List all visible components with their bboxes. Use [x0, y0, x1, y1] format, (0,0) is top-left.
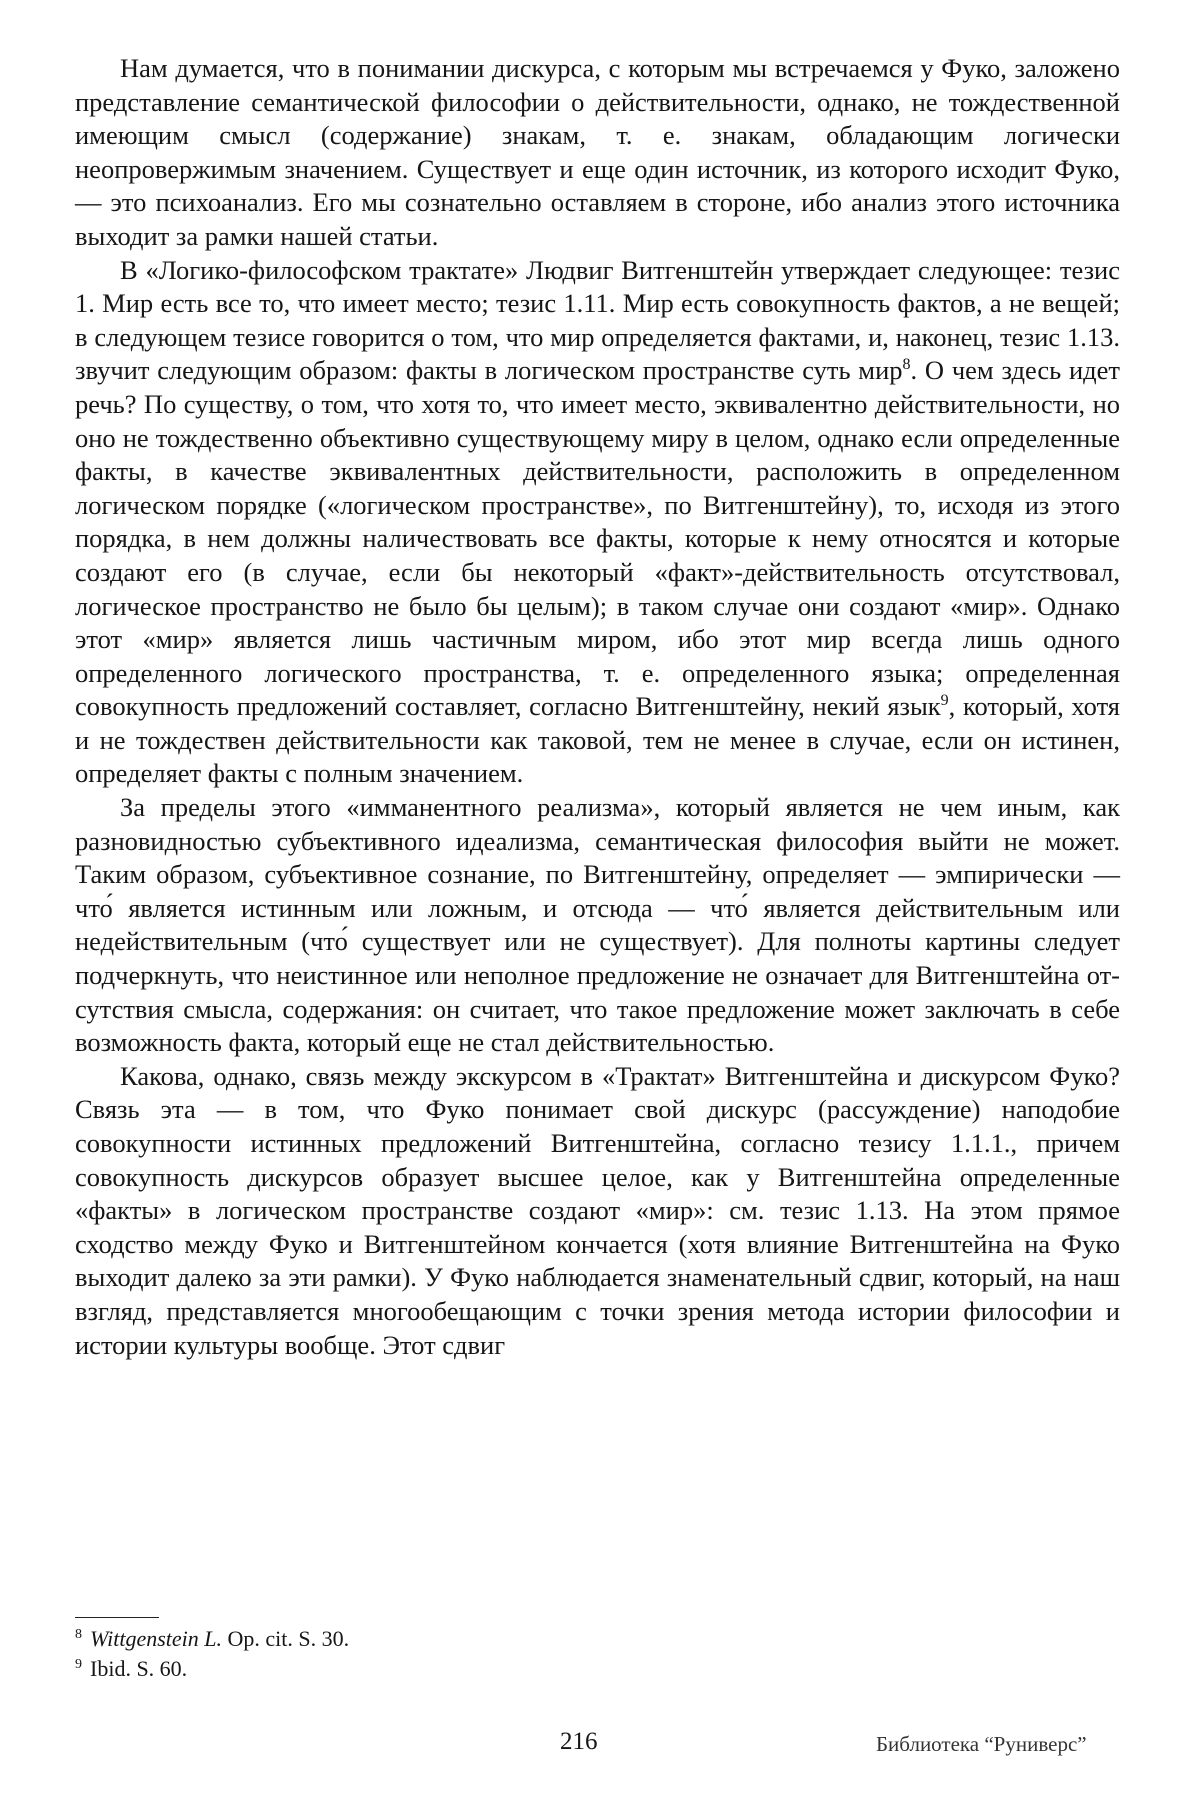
page-body	[75, 52, 1120, 1362]
paragraph-2-text-b: . О чем здесь идет речь? По существу, о том, что хотя то, что имеет место, эквивалентно действительности, но оно не тождественно объективно существующему миру в целом, однако если определенные факты, в качестве эквивалентных действительности, расположить в определенном логическом порядке («логическом пространстве», по Витгенштейну), то, исходя из этого порядка, в нем должны наличествовать все факты, которые к нему относятся и которые создают его (в случае, если бы некоторый «факт»-действительность отсутствовал, логическое пространство не было бы целым); в таком случае они создают «мир». Однако этот «мир» является лишь частичным миром, ибо этот мир всегда лишь одного определенного логического пространства, т. е. определенного языка; определенная совокупность предложений составляет, согласно Витгенштейну, некий язык	[75, 355, 1121, 722]
footnote-divider	[75, 1617, 159, 1618]
footnote-number: 8	[75, 1626, 82, 1642]
paragraph-3	[75, 791, 1120, 1060]
footnote-number: 9	[75, 1656, 82, 1672]
footnote-text: Op. cit. S. 30.	[222, 1626, 350, 1651]
footnote-author: Wittgenstein L.	[90, 1626, 222, 1651]
paragraph-2	[75, 254, 1120, 792]
footnote-text: Ibid. S. 60.	[90, 1656, 188, 1681]
paragraph-4-text: Какова, однако, связь между экскурсом в «Трактат» Витгенштейна и дискурсом Фуко? Связь эта — в том, что Фуко понимает свой дискурс (рассуждение) наподобие совокупности истинных предложений Витгенштейна, согласно тезису 1.1.1., причем совокупность дискурсов образует высшее целое, как у Витгенштейна определенные «факты» в логическом пространстве создают «мир»: см. тезис 1.13. На этом прямое сходство между Фуко и Витгенштейном кончается (хотя влияние Витгенштейна на Фуко выходит далеко за эти рамки). У Фуко наблюдается знаменательный сдвиг, который, на наш взгляд, представляется многообещающим с точки зрения метода истории философии и истории культуры вообще. Этот сдвиг	[75, 1060, 1120, 1360]
footnote-8	[75, 1624, 349, 1654]
library-watermark: Библиотека “Руниверс”	[876, 1732, 1087, 1756]
footnote-ref-9[interactable]: 9	[940, 692, 949, 710]
footnote-9	[75, 1654, 349, 1684]
footnotes	[75, 1624, 349, 1684]
paragraph-1-text: Нам думается, что в понимании дискурса, с которым мы встречаемся у Фуко, заложено представление семантической философии о действительности, однако, не тождественной имеющим смысл (содержание) знакам, т. е. знакам, обладающим логически неопровержимым значением. Существует и еще один источник, из которого исходит Фуко, — это психоанализ. Его мы сознательно оставляем в стороне, ибо анализ этого источника выходит за рамки нашей статьи.	[75, 53, 1120, 251]
paragraph-1	[75, 52, 1120, 254]
paragraph-2-text-c: , который, хотя и не тождествен действительности как таковой, тем не менее в случае, если он истинен, определяет факты с полным значением.	[75, 691, 1120, 789]
paragraph-2-text-a: В «Логико-философском трактате» Людвиг Витгенштейн утверждает следующее: тезис 1. Мир есть все то, что имеет место; тезис 1.11. Мир есть совокупность фактов, а не вещей; в следующем тезисе говорится о том, что мир определяется фактами, и, наконец, тезис 1.13. звучит следующим образом: факты в логическом пространстве суть мир	[75, 254, 1120, 386]
footnote-ref-8[interactable]: 8	[902, 356, 911, 374]
paragraph-4	[75, 1060, 1120, 1362]
paragraph-3-text: За пределы этого «имманентного реализма», который является не чем иным, как разновидностью субъективного идеализма, семантическая философия выйти не может. Таким образом, субъективное сознание, по Витгенштейну, определяет — эмпирически — что́ является истинным или ложным, и отсюда — что́ является действительным или недействительным (что́ существует или не существует). Для полноты картины следует подчеркнуть, что неистинное или неполное предложение не означает для Витгенштейна отсутствия смысла, содержания: он считает, что такое предложение может заключать в себе возможность факта, который еще не стал действительностью.	[75, 792, 1120, 1058]
page-number: 216	[560, 1728, 598, 1755]
